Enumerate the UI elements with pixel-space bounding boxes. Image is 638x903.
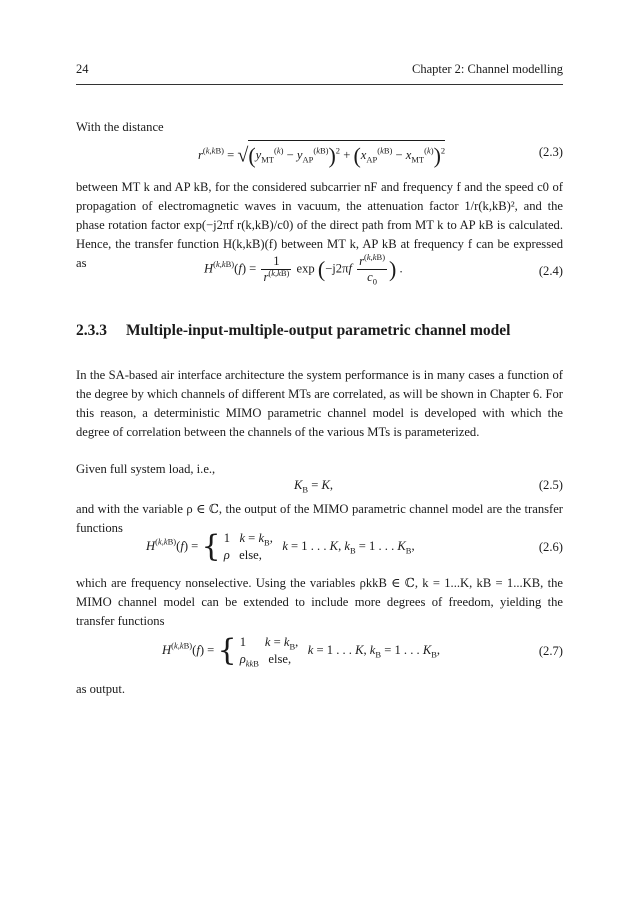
section-number: 2.3.3 <box>76 322 107 339</box>
paragraph-full-system-load: Given full system load, i.e., <box>76 462 216 476</box>
paragraph-attenuation-phase: between MT k and AP kB, for the considered subcarrier nF and frequency f and the speed c0 of propagation of electromagnetic waves in vacuum, the attenuation factor 1/r(k,kB)², and the phase rotation factor exp(−j2πf r(k,kB)/c0) of the direct path from MT k to AP kB is calculated. Hence, the transfer function H(k,kB)(f) between MT k, AP kB at frequency f can be expressed as <box>76 180 563 270</box>
paragraph-sa-architecture: In the SA-based air interface architecture the system performance is in many cases a function of the degree by which channels of different MTs are correlated, as will be shown in Chapter 6. For this reason, a deterministic MIMO parametric channel model is developed with which the degree of correlation between the channels of the various MTs is parameterized. <box>76 368 563 439</box>
equation-2-3-number: (2.3) <box>538 145 563 159</box>
equation-2-6-number: (2.6) <box>538 540 563 554</box>
running-chapter-title: Chapter 2: Channel modelling <box>411 62 563 76</box>
equation-2-3-body: $r^{(k,kB)} = √(y_{MT}^{(k)} - y_{AP}^{(kB)})^2 + (x_{AP}^{(kB)} - x_{MT}^{(k)})^2$ <box>198 140 445 169</box>
section-title: Multiple-input-multiple-output parametric channel model <box>126 322 511 339</box>
paragraph-as-output: as output. <box>76 682 125 696</box>
paragraph-frequency-nonselective: which are frequency nonselective. Using the variables ρkkB ∈ ℂ, k = 1...K, kB = 1...KB, the MIMO channel model can be extended to include more degrees of freedom, yielding the transfer functions <box>76 576 563 628</box>
page-number: 24 <box>76 62 89 76</box>
page-header <box>76 62 563 82</box>
header-rule <box>76 84 563 85</box>
equation-2-7 <box>76 634 563 672</box>
equation-2-5-number: (2.5) <box>538 478 563 492</box>
paragraph-distance-intro: With the distance <box>76 120 164 134</box>
equation-2-6 <box>76 530 563 566</box>
equation-2-6-body: $H^{(k,kB)}(f)$ = { 1 $k = k_B$, ρ else, k = 1 . . . K, $k_B = 1$ . . . $K_B$, <box>146 529 415 564</box>
equation-2-7-number: (2.7) <box>538 644 563 658</box>
equation-2-7-body: $H^{(k,kB)}(f)$ = { 1 $k = k_B$, $\rho_{kkB}$ else, k = 1 . . . K, $k_B = 1$ . . . $K_B$, <box>162 633 441 669</box>
paragraph-variable-rho: and with the variable ρ ∈ ℂ, the output of the MIMO parametric channel model are the transfer functions <box>76 502 563 535</box>
equation-2-4-body: $H^{(k,kB)}(f)$ = $\frac{1}{r^{(k,kB)}}$ exp (−j2πf $\frac{r^{(k,kB)}}{c_0}$ ) . <box>204 251 403 287</box>
equation-2-5-body: $K_B = K$, <box>294 478 334 495</box>
section-heading <box>76 322 563 340</box>
equation-2-4-number: (2.4) <box>538 264 563 278</box>
equation-2-4 <box>76 251 563 287</box>
equation-2-3 <box>76 140 563 170</box>
